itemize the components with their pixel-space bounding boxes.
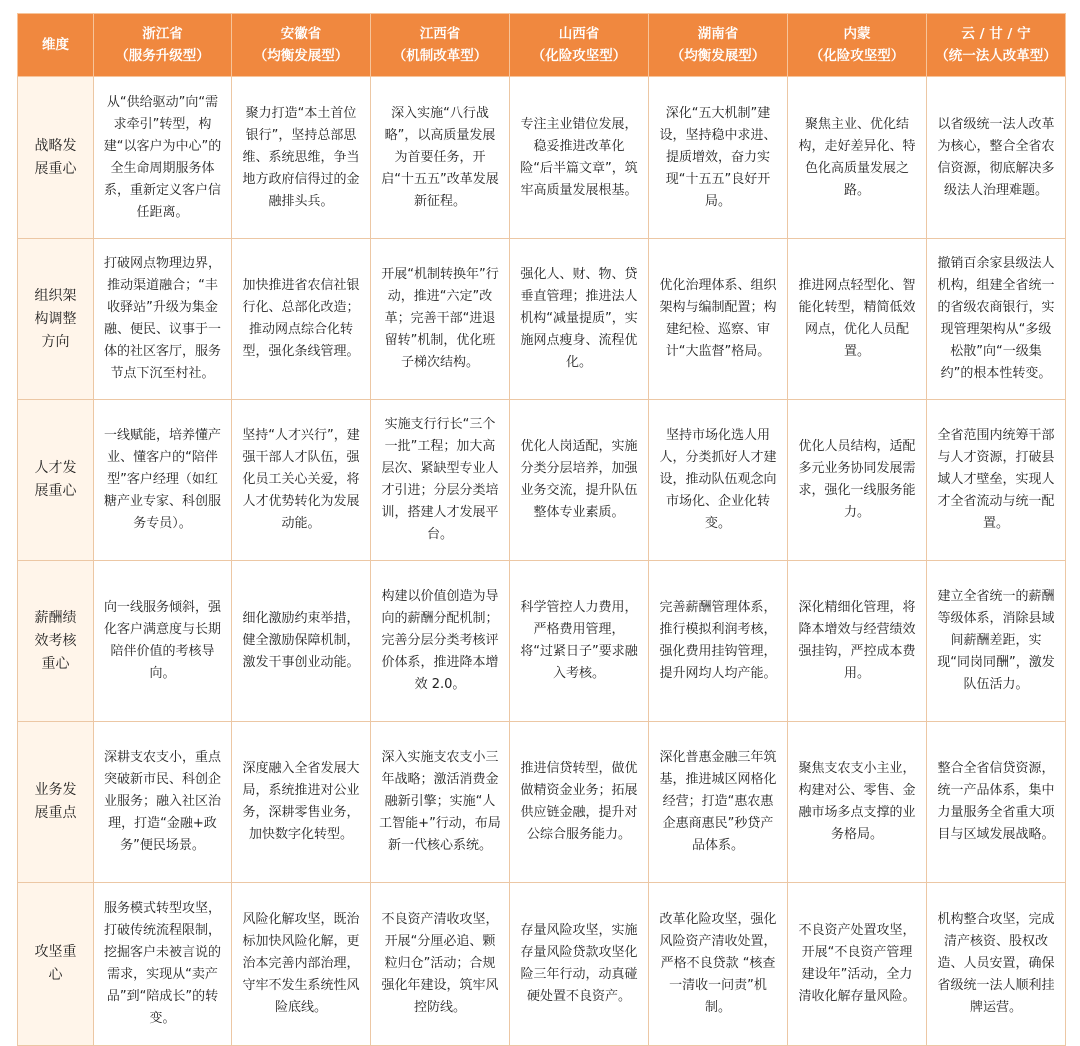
column-header-hunan bbox=[649, 14, 788, 77]
dimension-header: 维度 bbox=[18, 14, 94, 77]
table-cell: 深度融入全省发展大局，系统推进对公业务，深耕零售业务，加快数字化转型。 bbox=[232, 722, 371, 883]
row-label-strategy: 战略发展重心 bbox=[18, 77, 94, 239]
table-cell: 机构整合攻坚，完成清产核资、股权改造、人员安置，确保省级统一法人顺利挂牌运营。 bbox=[927, 883, 1066, 1046]
province-type: （机制改革型） bbox=[392, 48, 488, 64]
table-cell: 一线赋能，培养懂产业、懂客户的“陪伴型”客户经理（如红糖产业专家、科创服务专员）。 bbox=[94, 400, 232, 561]
table-cell: 风险化解攻坚，既治标加快风险化解，更治本完善内部治理，守牢不发生系统性风险底线。 bbox=[232, 883, 371, 1046]
province-name: 湖南省 bbox=[697, 26, 739, 42]
table-cell: 深入实施支农支小三年战略；激活消费金融新引擎；实施“人工智能+”行动，布局新一代核心系统。 bbox=[371, 722, 510, 883]
table-cell: 开展“机制转换年”行动，推进“六定”改革；完善干部“进退留转”机制，优化班子梯次结构。 bbox=[371, 239, 510, 400]
table-row bbox=[18, 239, 1066, 400]
province-name: 山西省 bbox=[558, 26, 600, 42]
row-label-key-tasks: 攻坚重心 bbox=[18, 883, 94, 1046]
table-cell: 聚焦主业、优化结构，走好差异化、特色化高质量发展之路。 bbox=[788, 77, 927, 239]
table-cell: 深化“五大机制”建设，坚持稳中求进、提质增效，奋力实现“十五五”良好开局。 bbox=[649, 77, 788, 239]
table-cell: 科学管控人力费用，严格费用管理，将“过紧日子”要求融入考核。 bbox=[510, 561, 649, 722]
column-header-jiangxi bbox=[371, 14, 510, 77]
province-name: 江西省 bbox=[419, 26, 461, 42]
table-cell: 以省级统一法人改革为核心，整合全省农信资源，彻底解决多级法人治理难题。 bbox=[927, 77, 1066, 239]
column-header-yun-gan-ning bbox=[927, 14, 1066, 77]
table-cell: 专注主业错位发展，稳妥推进改革化险“后半篇文章”，筑牢高质量发展根基。 bbox=[510, 77, 649, 239]
column-header-anhui bbox=[232, 14, 371, 77]
table-cell: 不良资产清收攻坚，开展“分厘必追、颗粒归仓”活动；合规强化年建设，筑牢风控防线。 bbox=[371, 883, 510, 1046]
table-row bbox=[18, 722, 1066, 883]
table-cell: 优化治理体系、组织架构与编制配置；构建纪检、巡察、审计“大监督”格局。 bbox=[649, 239, 788, 400]
header-row bbox=[18, 14, 1066, 77]
table-cell: 深耕支农支小，重点突破新市民、科创企业服务；融入社区治理，打造“金融+政务”便民场景。 bbox=[94, 722, 232, 883]
table-row bbox=[18, 77, 1066, 239]
table-cell: 向一线服务倾斜，强化客户满意度与长期陪伴价值的考核导向。 bbox=[94, 561, 232, 722]
table-cell: 深化精细化管理，将降本增效与经营绩效强挂钩，严控成本费用。 bbox=[788, 561, 927, 722]
table-row bbox=[18, 400, 1066, 561]
table-cell: 细化激励约束举措，健全激励保障机制，激发干事创业动能。 bbox=[232, 561, 371, 722]
table-row bbox=[18, 883, 1066, 1046]
table-cell: 深入实施“八行战略”，以高质量发展为首要任务，开启“十五五”改革发展新征程。 bbox=[371, 77, 510, 239]
table-cell: 深化普惠金融三年筑基，推进城区网格化经营；打造“惠农惠企惠商惠民”秒贷产品体系。 bbox=[649, 722, 788, 883]
table-cell: 坚持市场化选人用人，分类抓好人才建设，推动队伍观念向市场化、企业化转变。 bbox=[649, 400, 788, 561]
table-cell: 优化人员结构，适配多元业务协同发展需求，强化一线服务能力。 bbox=[788, 400, 927, 561]
table-cell: 服务模式转型攻坚，打破传统流程限制，挖掘客户未被言说的需求，实现从“卖产品”到“陪成长”的转变。 bbox=[94, 883, 232, 1046]
column-header-zhejiang bbox=[94, 14, 232, 77]
province-name: 内蒙 bbox=[843, 26, 871, 42]
table-cell: 从“供给驱动”向“需求牵引”转型，构建“以客户为中心”的全生命周期服务体系，重新定义客户信任距离。 bbox=[94, 77, 232, 239]
table-cell: 全省范围内统筹干部与人才资源，打破县域人才壁垒，实现人才全省流动与统一配置。 bbox=[927, 400, 1066, 561]
province-type: （化险攻坚型） bbox=[809, 48, 905, 64]
province-type: （均衡发展型） bbox=[253, 48, 349, 64]
table-cell: 推进信贷转型，做优做精资金业务；拓展供应链金融，提升对公综合服务能力。 bbox=[510, 722, 649, 883]
province-name: 云 / 甘 / 宁 bbox=[961, 26, 1031, 42]
table-cell: 改革化险攻坚，强化风险资产清收处置，严格不良贷款 “核查一清收一问责”机制。 bbox=[649, 883, 788, 1046]
table-cell: 完善薪酬管理体系，推行模拟利润考核，强化费用挂钩管理，提升网均人均产能。 bbox=[649, 561, 788, 722]
row-label-talent: 人才发展重心 bbox=[18, 400, 94, 561]
province-type: （服务升级型） bbox=[115, 48, 210, 64]
row-label-business: 业务发展重点 bbox=[18, 722, 94, 883]
table-cell: 整合全省信贷资源，统一产品体系，集中力量服务全省重大项目与区域发展战略。 bbox=[927, 722, 1066, 883]
province-name: 浙江省 bbox=[142, 26, 183, 42]
table-cell: 聚力打造“本土首位银行”，坚持总部思维、系统思维，争当地方政府信得过的金融排头兵。 bbox=[232, 77, 371, 239]
table-cell: 打破网点物理边界，推动渠道融合；“丰收驿站”升级为集金融、便民、议事于一体的社区客厅，服务节点下沉至村社。 bbox=[94, 239, 232, 400]
table-cell: 优化人岗适配，实施分类分层培养，加强业务交流，提升队伍整体专业素质。 bbox=[510, 400, 649, 561]
table-cell: 推进网点轻型化、智能化转型，精简低效网点，优化人员配置。 bbox=[788, 239, 927, 400]
table-cell: 实施支行行长“三个一批”工程；加大高层次、紧缺型专业人才引进；分层分类培训，搭建人才发展平台。 bbox=[371, 400, 510, 561]
row-label-organization: 组织架构调整方向 bbox=[18, 239, 94, 400]
table-cell: 构建以价值创造为导向的薪酬分配机制；完善分层分类考核评价体系，推进降本增效 2.0。 bbox=[371, 561, 510, 722]
province-type: （均衡发展型） bbox=[670, 48, 766, 64]
table-cell: 聚焦支农支小主业，构建对公、零售、金融市场多点支撑的业务格局。 bbox=[788, 722, 927, 883]
table-cell: 建立全省统一的薪酬等级体系，消除县域间薪酬差距，实现“同岗同酬”，激发队伍活力。 bbox=[927, 561, 1066, 722]
column-header-shanxi bbox=[510, 14, 649, 77]
table-cell: 加快推进省农信社银行化、总部化改造；推动网点综合化转型，强化条线管理。 bbox=[232, 239, 371, 400]
table-cell: 存量风险攻坚，实施存量风险贷款攻坚化险三年行动，动真碰硬处置不良资产。 bbox=[510, 883, 649, 1046]
row-label-compensation: 薪酬绩效考核重心 bbox=[18, 561, 94, 722]
table-cell: 不良资产处置攻坚，开展“不良资产管理建设年”活动，全力清收化解存量风险。 bbox=[788, 883, 927, 1046]
table-cell: 撤销百余家县级法人机构，组建全省统一的省级农商银行，实现管理架构从“多级松散”向“一级集约”的根本性转变。 bbox=[927, 239, 1066, 400]
province-type: （化险攻坚型） bbox=[531, 48, 627, 64]
province-type: （统一法人改革型） bbox=[935, 48, 1057, 64]
province-comparison-table bbox=[17, 13, 1066, 1046]
table-cell: 坚持“人才兴行”，建强干部人才队伍，强化员工关心关爱，将人才优势转化为发展动能。 bbox=[232, 400, 371, 561]
column-header-neimeng bbox=[788, 14, 927, 77]
province-name: 安徽省 bbox=[280, 26, 322, 42]
table-cell: 强化人、财、物、贷垂直管理；推进法人机构“减量提质”，实施网点瘦身、流程优化。 bbox=[510, 239, 649, 400]
table-row bbox=[18, 561, 1066, 722]
